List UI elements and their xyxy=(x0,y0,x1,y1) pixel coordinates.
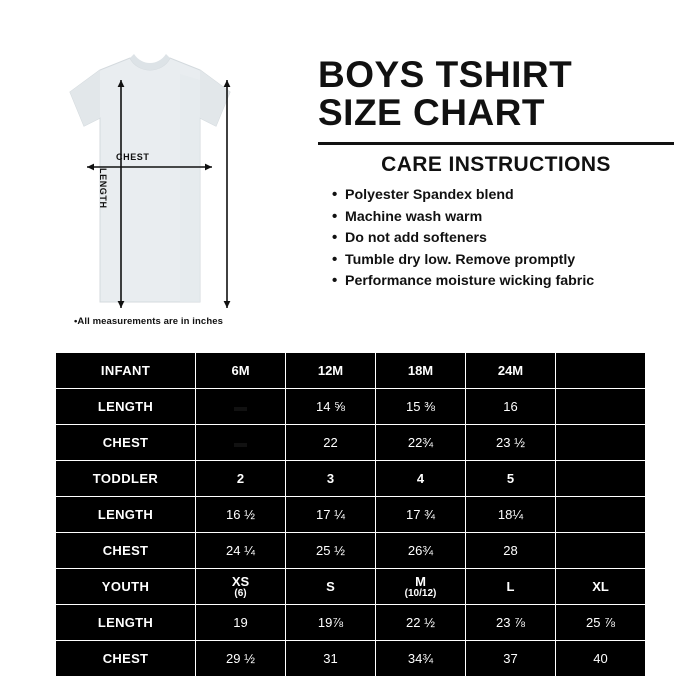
size-header: 24M xyxy=(466,353,556,389)
cell-value: 22 xyxy=(286,425,376,461)
care-instructions-list xyxy=(318,185,674,293)
length-label: LENGTH xyxy=(98,168,108,209)
cell-value xyxy=(196,389,286,425)
row-label: LENGTH xyxy=(56,605,196,641)
table-row xyxy=(56,605,646,641)
cell-value: 14 ⅝ xyxy=(286,389,376,425)
cell-value: 19⅞ xyxy=(286,605,376,641)
table-row xyxy=(56,641,646,677)
size-header-sub: (10/12) xyxy=(404,587,437,599)
list-item: • Polyester Spandex blend xyxy=(332,185,674,207)
cell-value: 31 xyxy=(286,641,376,677)
cell-value: 37 xyxy=(466,641,556,677)
size-header-sub: (6) xyxy=(234,587,247,599)
cell-value: 24 ¼ xyxy=(196,533,286,569)
cell-value: 15 ⅜ xyxy=(376,389,466,425)
empty-cell xyxy=(556,497,646,533)
chest-label: CHEST xyxy=(116,152,150,162)
cell-value: 23 ½ xyxy=(466,425,556,461)
cell-value: 17 ¾ xyxy=(376,497,466,533)
size-header: XS (6) xyxy=(196,569,286,605)
table-row xyxy=(56,389,646,425)
page-title-line1: BOYS TSHIRT xyxy=(318,54,573,95)
size-header: 2 xyxy=(196,461,286,497)
size-header: M (10/12) xyxy=(376,569,466,605)
size-header: L xyxy=(466,569,556,605)
cell-value: 18¼ xyxy=(466,497,556,533)
cell-value: 26¾ xyxy=(376,533,466,569)
cell-value: 25 ½ xyxy=(286,533,376,569)
cell-value: 40 xyxy=(556,641,646,677)
empty-cell xyxy=(556,389,646,425)
cell-value: 34¾ xyxy=(376,641,466,677)
table-row xyxy=(56,533,646,569)
header-text-block xyxy=(318,56,674,293)
cell-value: 16 xyxy=(466,389,556,425)
list-item: • Tumble dry low. Remove promptly xyxy=(332,250,674,272)
page-title-line2: SIZE CHART xyxy=(318,92,545,133)
empty-cell xyxy=(556,533,646,569)
dash-icon xyxy=(234,443,247,447)
size-table-wrapper xyxy=(55,352,645,677)
tshirt-graphic xyxy=(30,40,300,310)
title-divider xyxy=(318,142,674,145)
list-item: • Performance moisture wicking fabric xyxy=(332,271,674,293)
row-label: LENGTH xyxy=(56,497,196,533)
size-header: 18M xyxy=(376,353,466,389)
cell-value: 23 ⅞ xyxy=(466,605,556,641)
top-section xyxy=(0,0,700,338)
shirt-illustration xyxy=(30,40,300,330)
cell-value: 22 ½ xyxy=(376,605,466,641)
empty-cell xyxy=(556,425,646,461)
group-label-youth: YOUTH xyxy=(56,569,196,605)
cell-value: 17 ¼ xyxy=(286,497,376,533)
table-row xyxy=(56,461,646,497)
size-header: 12M xyxy=(286,353,376,389)
cell-value: 25 ⅞ xyxy=(556,605,646,641)
size-header: XL xyxy=(556,569,646,605)
table-row xyxy=(56,497,646,533)
group-label-infant: INFANT xyxy=(56,353,196,389)
table-row xyxy=(56,569,646,605)
empty-cell xyxy=(556,353,646,389)
size-header: 4 xyxy=(376,461,466,497)
table-row xyxy=(56,353,646,389)
size-table-body xyxy=(56,353,646,677)
cell-value: 29 ½ xyxy=(196,641,286,677)
table-row xyxy=(56,425,646,461)
cell-value: 28 xyxy=(466,533,556,569)
care-instructions-title: CARE INSTRUCTIONS xyxy=(381,153,611,176)
cell-value xyxy=(196,425,286,461)
size-chart-table xyxy=(55,352,646,677)
cell-value: 22¾ xyxy=(376,425,466,461)
row-label: CHEST xyxy=(56,533,196,569)
group-label-toddler: TODDLER xyxy=(56,461,196,497)
measurements-footnote: •All measurements are in inches xyxy=(74,316,223,327)
row-label: LENGTH xyxy=(56,389,196,425)
size-header: 3 xyxy=(286,461,376,497)
cell-value: 19 xyxy=(196,605,286,641)
list-item: • Machine wash warm xyxy=(332,207,674,229)
size-header: 6M xyxy=(196,353,286,389)
size-header: S xyxy=(286,569,376,605)
row-label: CHEST xyxy=(56,641,196,677)
empty-cell xyxy=(556,461,646,497)
row-label: CHEST xyxy=(56,425,196,461)
dash-icon xyxy=(234,407,247,411)
list-item: • Do not add softeners xyxy=(332,228,674,250)
size-header: 5 xyxy=(466,461,556,497)
cell-value: 16 ½ xyxy=(196,497,286,533)
